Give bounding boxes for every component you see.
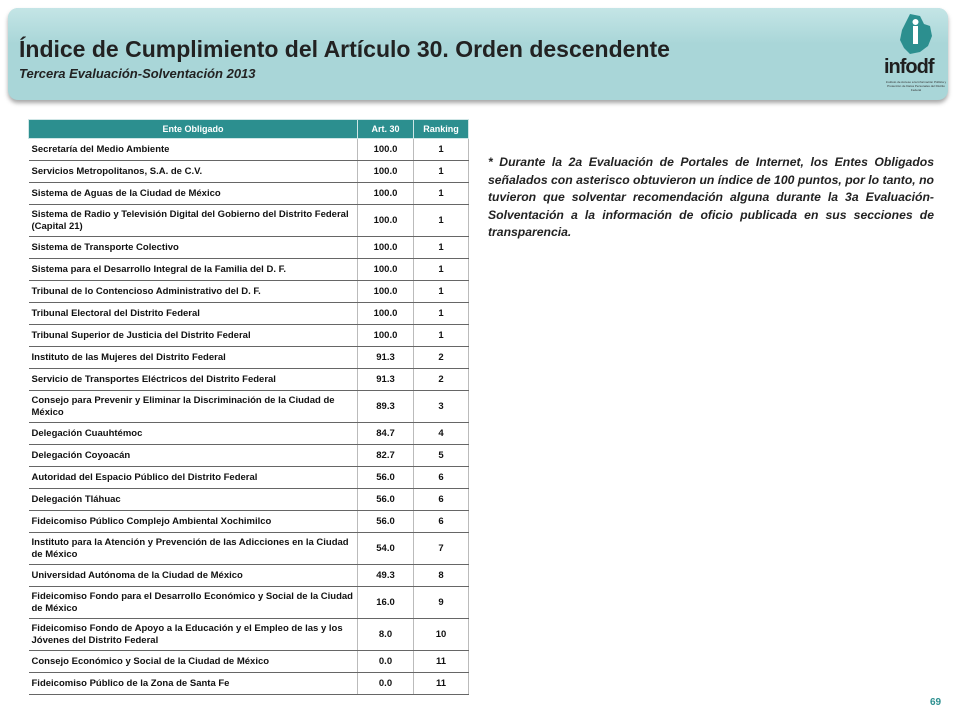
table-row	[29, 673, 469, 695]
logo-wordmark: infodf	[884, 56, 934, 78]
art30-cell: 56.0	[358, 489, 414, 511]
table-row	[29, 533, 469, 565]
ente-cell: Sistema de Aguas de la Ciudad de México	[29, 183, 358, 205]
art30-cell: 100.0	[358, 183, 414, 205]
ente-cell: Delegación Tláhuac	[29, 489, 358, 511]
ranking-cell: 2	[414, 347, 469, 369]
art30-cell: 49.3	[358, 565, 414, 587]
compliance-table	[28, 119, 469, 695]
ranking-cell: 5	[414, 445, 469, 467]
table-row	[29, 565, 469, 587]
ente-cell: Sistema de Transporte Colectivo	[29, 237, 358, 259]
table-row	[29, 587, 469, 619]
table-row	[29, 369, 469, 391]
column-header-ranking: Ranking	[414, 120, 469, 139]
ranking-cell: 1	[414, 259, 469, 281]
art30-cell: 54.0	[358, 533, 414, 565]
column-header-ente: Ente Obligado	[29, 120, 358, 139]
table-row	[29, 303, 469, 325]
ranking-cell: 11	[414, 651, 469, 673]
table-row	[29, 467, 469, 489]
ranking-cell: 1	[414, 237, 469, 259]
ranking-cell: 7	[414, 533, 469, 565]
ranking-cell: 1	[414, 161, 469, 183]
ente-cell: Delegación Cuauhtémoc	[29, 423, 358, 445]
ranking-cell: 9	[414, 587, 469, 619]
table-row	[29, 347, 469, 369]
ente-cell: Fideicomiso Público Complejo Ambiental Xochimilco	[29, 511, 358, 533]
ranking-cell: 6	[414, 511, 469, 533]
ente-cell: Universidad Autónoma de la Ciudad de México	[29, 565, 358, 587]
ente-cell: Sistema de Radio y Televisión Digital del Gobierno del Distrito Federal (Capital 21)	[29, 205, 358, 237]
art30-cell: 100.0	[358, 325, 414, 347]
art30-cell: 89.3	[358, 391, 414, 423]
table-row	[29, 489, 469, 511]
table-header-row	[29, 120, 469, 139]
ente-cell: Instituto de las Mujeres del Distrito Federal	[29, 347, 358, 369]
table-row	[29, 391, 469, 423]
table-row	[29, 139, 469, 161]
table-row	[29, 205, 469, 237]
ranking-cell: 1	[414, 281, 469, 303]
table-row	[29, 619, 469, 651]
art30-cell: 56.0	[358, 467, 414, 489]
art30-cell: 82.7	[358, 445, 414, 467]
ente-cell: Fideicomiso Público de la Zona de Santa Fe	[29, 673, 358, 695]
table-row	[29, 161, 469, 183]
table-row	[29, 423, 469, 445]
ranking-cell: 1	[414, 303, 469, 325]
ente-cell: Fideicomiso Fondo para el Desarrollo Económico y Social de la Ciudad de México	[29, 587, 358, 619]
ranking-cell: 6	[414, 489, 469, 511]
ente-cell: Servicio de Transportes Eléctricos del Distrito Federal	[29, 369, 358, 391]
art30-cell: 100.0	[358, 237, 414, 259]
art30-cell: 100.0	[358, 259, 414, 281]
art30-cell: 100.0	[358, 161, 414, 183]
ente-cell: Autoridad del Espacio Público del Distrito Federal	[29, 467, 358, 489]
ranking-cell: 1	[414, 183, 469, 205]
logo-caption: Instituto de Acceso a la Información Pública y Protección de Datos Personales del Distrito Federal	[885, 80, 947, 92]
table-row	[29, 259, 469, 281]
table-row	[29, 511, 469, 533]
page-title: Índice de Cumplimiento del Artículo 30. Orden descendente	[19, 36, 670, 62]
art30-cell: 56.0	[358, 511, 414, 533]
table-row	[29, 445, 469, 467]
ranking-cell: 11	[414, 673, 469, 695]
art30-cell: 91.3	[358, 369, 414, 391]
table-row	[29, 237, 469, 259]
ente-cell: Consejo Económico y Social de la Ciudad de México	[29, 651, 358, 673]
ranking-cell: 2	[414, 369, 469, 391]
ranking-cell: 4	[414, 423, 469, 445]
table-row	[29, 651, 469, 673]
table-row	[29, 281, 469, 303]
ente-cell: Tribunal de lo Contencioso Administrativo del D. F.	[29, 281, 358, 303]
art30-cell: 100.0	[358, 205, 414, 237]
art30-cell: 0.0	[358, 651, 414, 673]
art30-cell: 16.0	[358, 587, 414, 619]
art30-cell: 8.0	[358, 619, 414, 651]
art30-cell: 91.3	[358, 347, 414, 369]
art30-cell: 0.0	[358, 673, 414, 695]
ranking-cell: 1	[414, 139, 469, 161]
footnote: * Durante la 2a Evaluación de Portales de Internet, los Entes Obligados señalados con asterisco obtuvieron un índice de 100 puntos, por lo tanto, no tuvieron que solventar recomendación alguna durante la 3a Evaluación-Solventación a la información de oficio publicada en sus secciones de transparencia.	[488, 155, 934, 240]
ente-cell: Consejo para Prevenir y Eliminar la Discriminación de la Ciudad de México	[29, 391, 358, 423]
page-number: 69	[930, 697, 942, 708]
ente-cell: Sistema para el Desarrollo Integral de la Familia del D. F.	[29, 259, 358, 281]
table-row	[29, 183, 469, 205]
ranking-cell: 6	[414, 467, 469, 489]
infodf-logo	[880, 12, 952, 96]
ente-cell: Servicios Metropolitanos, S.A. de C.V.	[29, 161, 358, 183]
ente-cell: Secretaría del Medio Ambiente	[29, 139, 358, 161]
column-header-art30: Art. 30	[358, 120, 414, 139]
art30-cell: 100.0	[358, 139, 414, 161]
ranking-cell: 1	[414, 205, 469, 237]
header-banner	[8, 8, 948, 100]
ente-cell: Delegación Coyoacán	[29, 445, 358, 467]
ranking-cell: 8	[414, 565, 469, 587]
ranking-cell: 3	[414, 391, 469, 423]
ente-cell: Instituto para la Atención y Prevención de las Adicciones en la Ciudad de México	[29, 533, 358, 565]
ente-cell: Tribunal Superior de Justicia del Distrito Federal	[29, 325, 358, 347]
art30-cell: 84.7	[358, 423, 414, 445]
ranking-cell: 1	[414, 325, 469, 347]
table-row	[29, 325, 469, 347]
ente-cell: Fideicomiso Fondo de Apoyo a la Educación y el Empleo de las y los Jóvenes del Distrito Federal	[29, 619, 358, 651]
ranking-cell: 10	[414, 619, 469, 651]
ente-cell: Tribunal Electoral del Distrito Federal	[29, 303, 358, 325]
page-subtitle: Tercera Evaluación-Solventación 2013	[19, 66, 256, 81]
map-silhouette-icon	[880, 12, 952, 62]
art30-cell: 100.0	[358, 281, 414, 303]
art30-cell: 100.0	[358, 303, 414, 325]
